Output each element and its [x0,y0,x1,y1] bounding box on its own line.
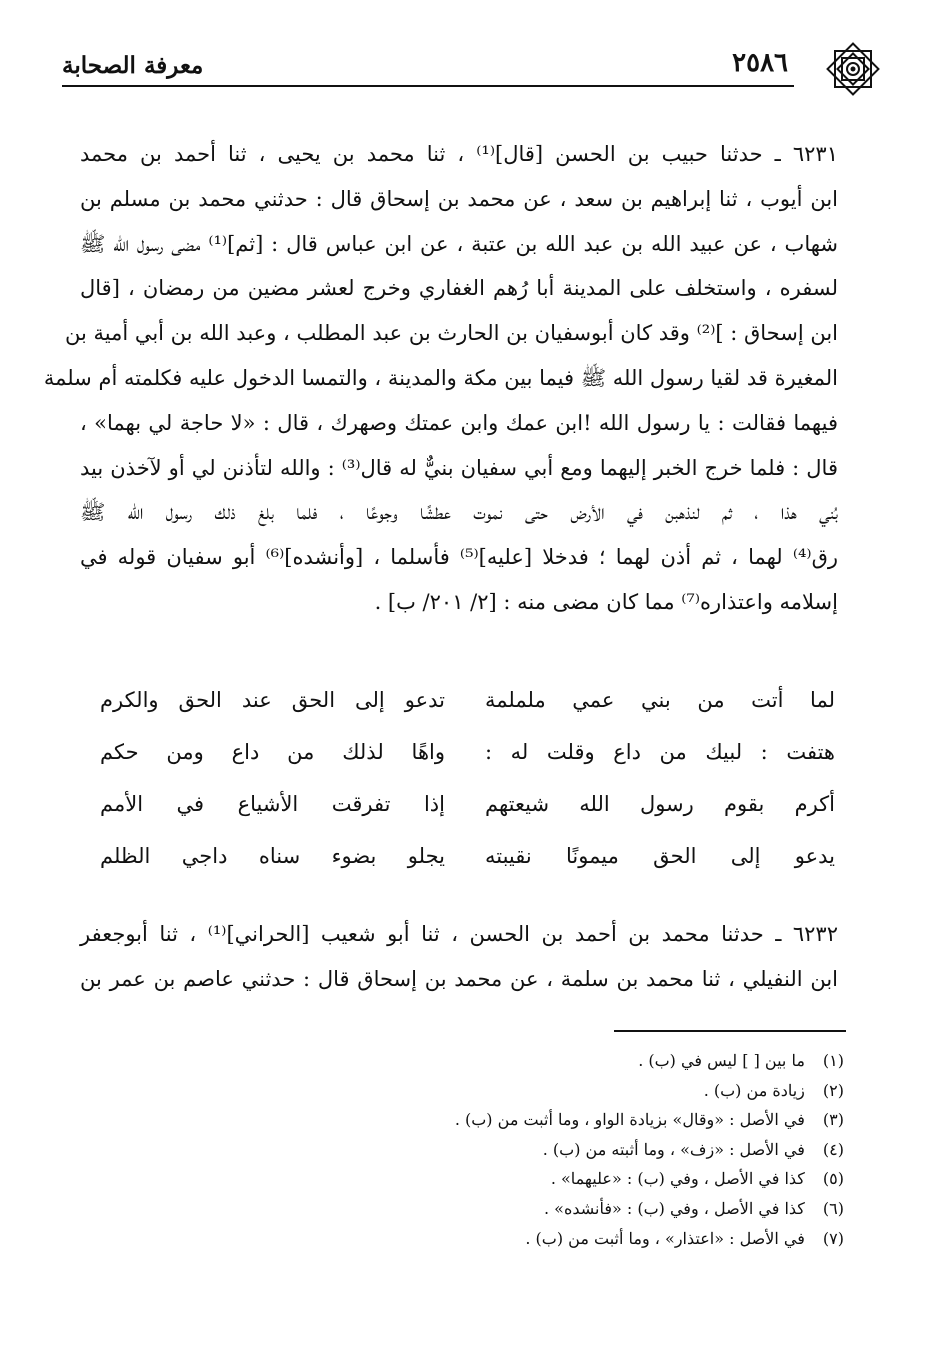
footnote-text: في الأصل : «زف» ، وما أثبته من (ب) . [542,1139,805,1159]
poem [100,688,835,896]
footnote-text: في الأصل : «وقال» بزيادة الواو ، وما أثبت من (ب) . [454,1110,805,1130]
text-line: ابن أيوب ، ثنا إبراهيم بن سعد ، عن محمد بن إسحاق قال : حدثني محمد بن مسلم بن [80,186,838,211]
footnote [324,1076,844,1106]
footnote-number: (١) [822,1051,844,1070]
hadith-6231-text [43,132,838,625]
footnote [324,1105,844,1135]
verse-first-hemistich: أكرم بقوم رسول الله شيعتهم [485,792,835,816]
footnote [324,1224,844,1254]
text-line: ٦٢٣١ ـ حدثنا حبيب بن الحسن [قال]⁽¹⁾ ، ثنا محمد بن يحيى ، ثنا أحمد بن محمد [80,142,838,166]
text-line: قال : فلما خرج الخبر إليهما ومع أبي سفيان بنيٌّ له قال⁽³⁾ : والله لتأذنن لي أو لآخذن بيد [80,455,838,480]
text-line: لسفره ، واستخلف على المدينة أبا رُهم الغفاري وخرج لعشر مضين من رمضان ، [قال [80,276,838,301]
footnote [324,1135,844,1165]
text-line: بُني هذا ، ثم لنذهبن في الأرض حتى نموت عطشًا وجوعًا ، فلما بلغ ذلك رسول الله ﷺ [80,500,838,525]
text-line: شهاب ، عن عبيد الله بن عبد الله بن عتبة ، عن ابن عباس قال : [ثم]⁽¹⁾ مضى رسول الله ﷺ [80,231,838,256]
octagram-ornament-icon [822,38,884,100]
footnote-rule [614,1030,846,1032]
poem-verse [100,844,835,896]
footnote-number: (٣) [822,1110,844,1130]
footnote-number: (٦) [822,1198,844,1218]
page-header [62,38,884,100]
verse-second-hemistich: إذا تفرقت الأشياع في الأمم [100,792,445,816]
verse-first-hemistich: هتفت : لبيك من داع وقلت له : [485,740,835,764]
footnote [324,1194,844,1224]
hadith-6232-text [80,912,838,1002]
footnote [324,1164,844,1194]
text-line: رق⁽⁴⁾ لهما ، ثم أذن لهما ؛ فدخلا [عليه]⁽⁵⁾ فأسلما ، [وأنشده]⁽⁶⁾ أبو سفيان قوله في [80,545,838,570]
footnote-number: (٤) [822,1139,844,1159]
footnote-number: (٥) [822,1169,844,1189]
verse-second-hemistich: يجلو بضوء سناه داجي الظلم [100,844,445,868]
text-line: ابن النفيلي ، ثنا محمد بن سلمة ، عن محمد بن إسحاق قال : حدثني عاصم بن عمر بن [80,966,838,991]
footnote-text: كذا في الأصل ، وفي (ب) : «فأنشده» . [543,1198,805,1218]
footnote-number: (٧) [822,1228,844,1248]
header-rule [62,85,794,87]
text-line: ابن إسحاق : ]⁽²⁾ وقد كان أبوسفيان بن الحارث بن عبد المطلب ، وعبد الله بن أبي أمية بن [64,321,838,346]
footnote-text: كذا في الأصل ، وفي (ب) : «عليهما» . [550,1169,805,1189]
verse-second-hemistich: واهًا لذلك من داع ومن حكم [100,740,445,764]
poem-verse [100,792,835,844]
verse-second-hemistich: تدعو إلى الحق عند الحق والكرم [100,688,445,712]
footnote [324,1046,844,1076]
footnote-text: زيادة من (ب) . [703,1080,805,1100]
text-line: إسلامه واعتذاره⁽⁷⁾ مما كان مضى منه : [٢/ ٢٠١/ ب] . [374,589,838,614]
footnote-text: ما بين [ ] ليس في (ب) . [638,1051,805,1070]
footnote-text: في الأصل : «اعتذار» ، وما أثبت من (ب) . [525,1228,805,1248]
page-number: ٢٥٨٦ [732,48,788,78]
footnotes [324,1046,844,1253]
text-line: ٦٢٣٢ ـ حدثنا محمد بن أحمد بن الحسن ، ثنا أبو شعيب [الحراني]⁽¹⁾ ، ثنا أبوجعفر [80,922,838,946]
footnote-number: (٢) [822,1080,844,1100]
poem-verse [100,688,835,740]
text-line: فيهما فقالت : يا رسول الله !ابن عمك وابن عمتك وصهرك ، قال : «لا حاجة لي بهما» ، [80,410,838,435]
running-title: معرفة الصحابة [62,52,204,79]
verse-first-hemistich: يدعو إلى الحق ميمونًا نقيبته [485,844,835,868]
poem-verse [100,740,835,792]
verse-first-hemistich: لما أتت من بني عمي ململمة [485,688,835,712]
text-line: المغيرة قد لقيا رسول الله ﷺ فيما بين مكة والمدينة ، والتمسا الدخول عليه فكلمته أم سلمة [43,365,838,390]
